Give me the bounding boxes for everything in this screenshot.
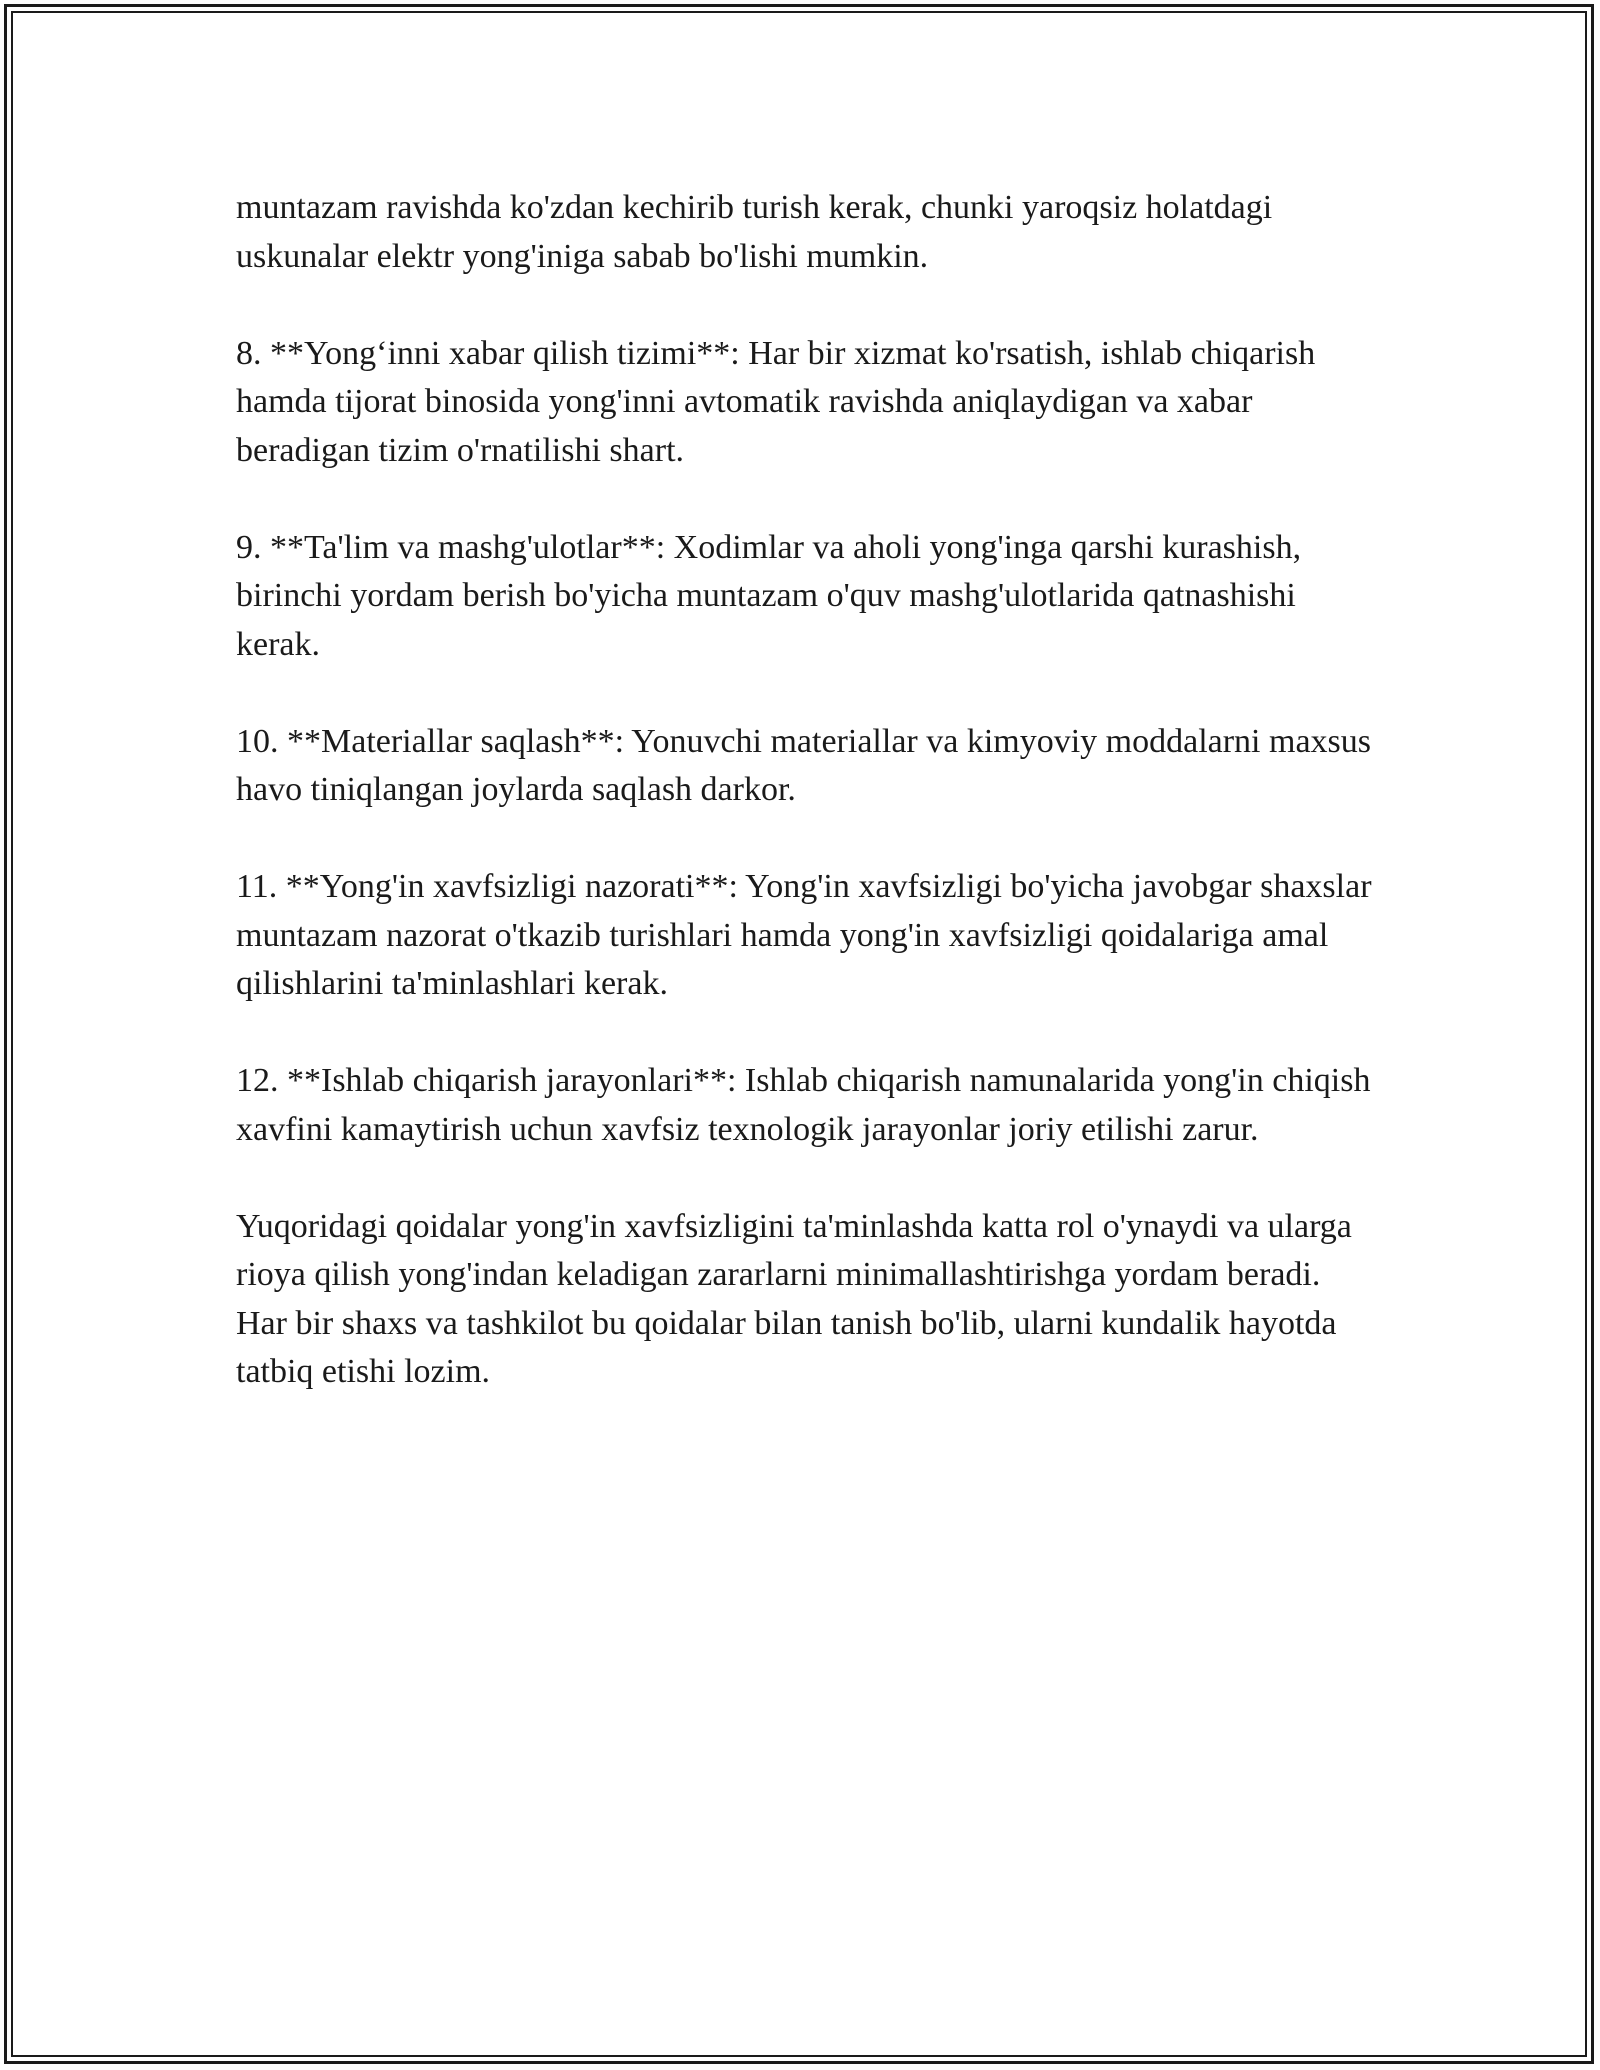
paragraph-conclusion: Yuqoridagi qoidalar yong'in xavfsizligini ta'minlashda katta rol o'ynaydi va ularga rioya qilish yong'indan keladigan zararlarni minimallashtirishga yordam beradi. Har bir shaxs va tashkilot bu qoidalar bilan tanish bo'lib, ularni kundalik hayotda tatbiq etishi lozim. bbox=[236, 1207, 1352, 1390]
paragraph-item-10: 10. **Materiallar saqlash**: Yonuvchi materiallar va kimyoviy moddalarni maxsus havo tiniqlangan joylarda saqlash darkor. bbox=[236, 722, 1371, 808]
paragraph-item-8: 8. **Yong‘inni xabar qilish tizimi**: Har bir xizmat ko'rsatish, ishlab chiqarish hamda tijorat binosida yong'inni avtomatik ravishda aniqlaydigan va xabar beradigan tizim o'rnatilishi shart. bbox=[236, 334, 1316, 469]
paragraph-item-11: 11. **Yong'in xavfsizligi nazorati**: Yong'in xavfsizligi bo'yicha javobgar shaxslar muntazam nazorat o'tkazib turishlari hamda yong'in xavfsizligi qoidalariga amal qilishlarini ta'minlashlari kerak. bbox=[236, 868, 1372, 1002]
paragraph-item-9: 9. **Ta'lim va mashg'ulotlar**: Xodimlar va aholi yong'inga qarshi kurashish, birinchi yordam berish bo'yicha muntazam o'quv mashg'ulotlarida qatnashishi kerak. bbox=[236, 528, 1302, 663]
document-body bbox=[236, 184, 1376, 1445]
paragraph-continuation: muntazam ravishda ko'zdan kechirib turish kerak, chunki yaroqsiz holatdagi uskunalar elektr yong'iniga sabab bo'lishi mumkin. bbox=[236, 189, 1273, 275]
paragraph-item-12: 12. **Ishlab chiqarish jarayonlari**: Ishlab chiqarish namunalarida yong'in chiqish xavfini kamaytirish uchun xavfsiz texnologik jarayonlar joriy etilishi zarur. bbox=[236, 1062, 1371, 1148]
